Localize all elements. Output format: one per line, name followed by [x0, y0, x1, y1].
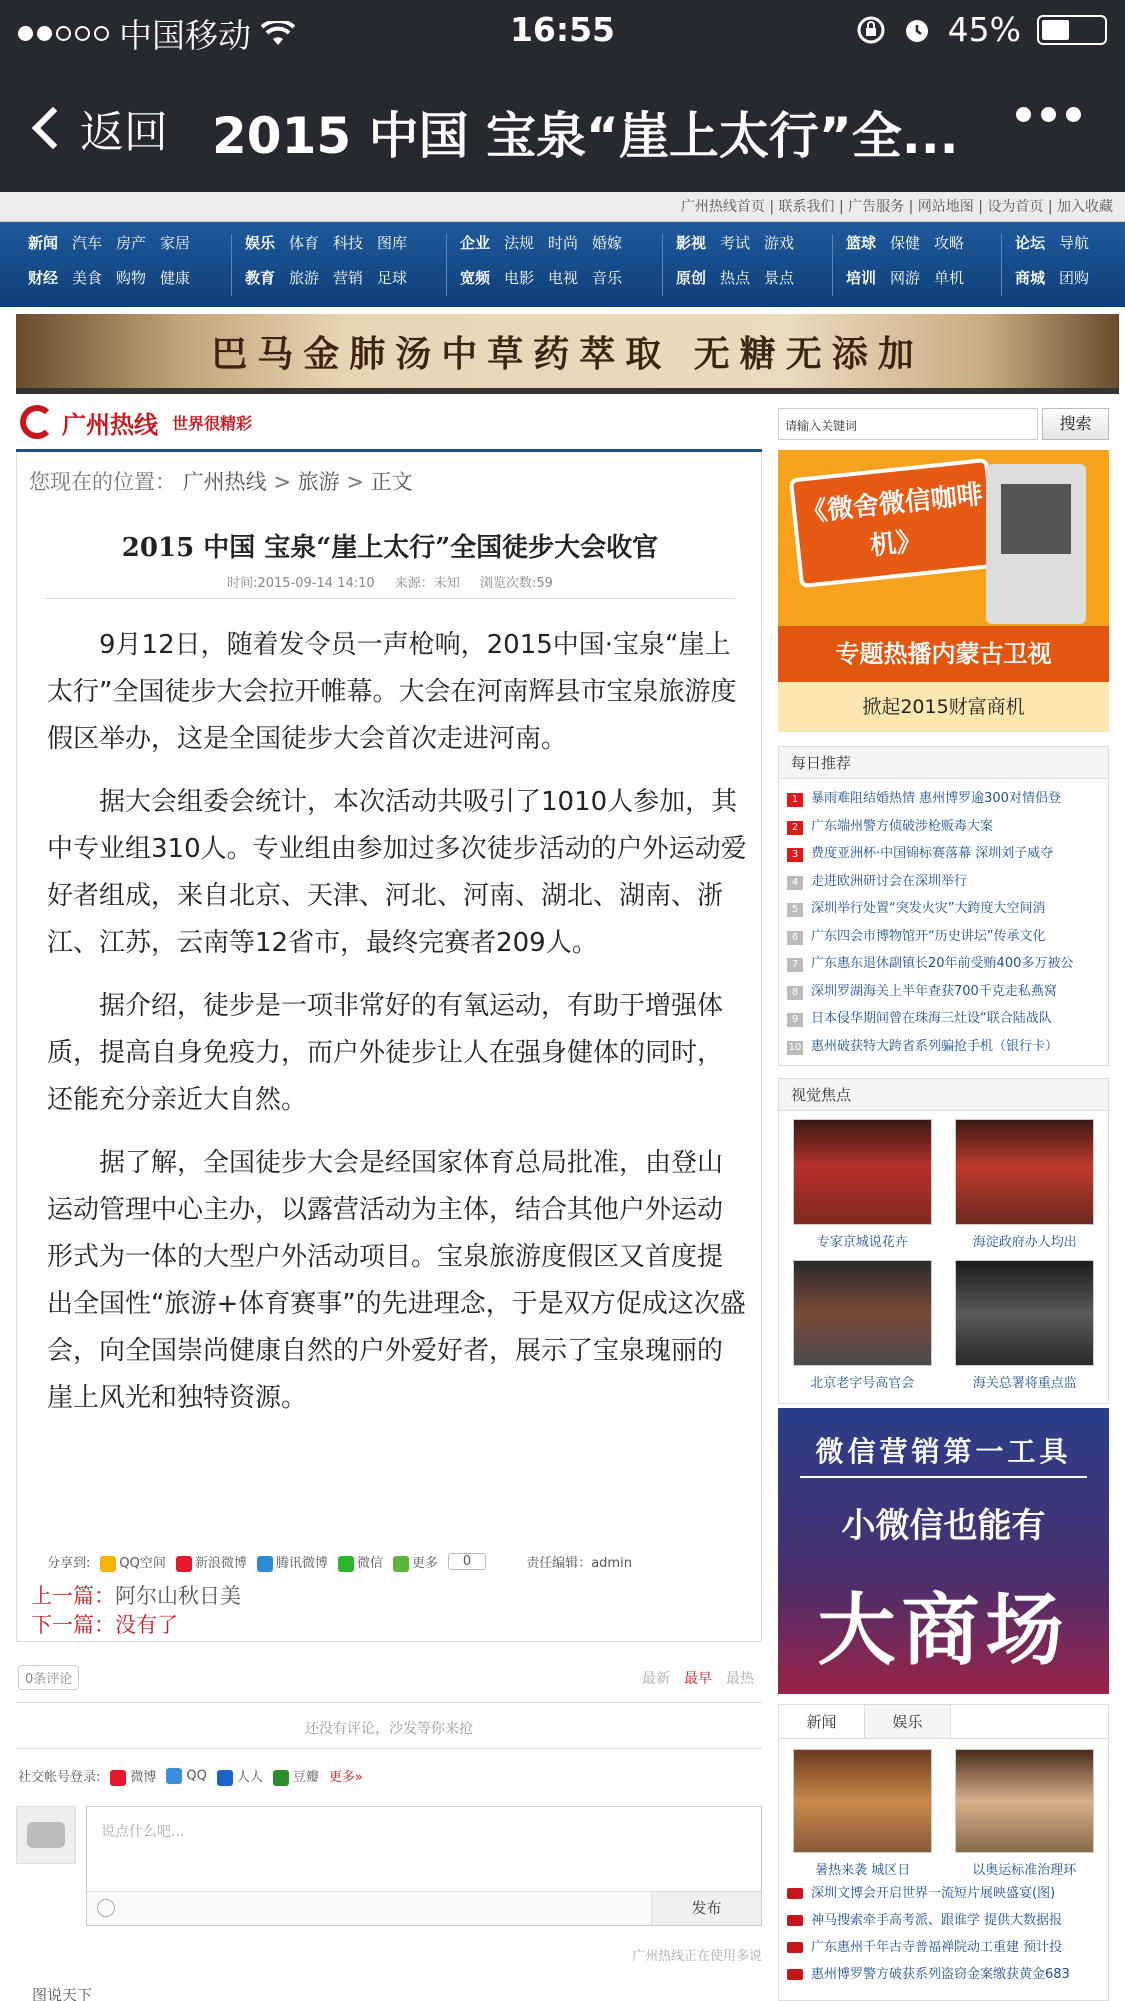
menu-item[interactable]: 商城	[1015, 269, 1046, 287]
rank-badge: 5	[787, 903, 803, 917]
rotation-lock-icon	[856, 15, 886, 45]
back-button[interactable]	[28, 96, 168, 160]
menu-item[interactable]: 企业	[460, 234, 491, 252]
menu-item[interactable]: 房产	[116, 234, 147, 252]
menu-item[interactable]: 热点	[720, 269, 751, 287]
page-title: 2015 中国 宝泉“崖上太行”全...	[212, 107, 959, 165]
sort-oldest[interactable]: 最早	[684, 1671, 712, 1687]
recommend-item[interactable]: 9 日本侵华期间曾在珠海三灶设“联合陆战队	[787, 1005, 1100, 1033]
menu-item[interactable]: 景点	[764, 269, 795, 287]
daily-recommend	[778, 746, 1109, 1066]
menu-item[interactable]: 单机	[934, 269, 965, 287]
article-source: 来源：未知	[394, 576, 460, 591]
share-more-button[interactable]: 更多	[393, 1552, 438, 1572]
menu-item[interactable]: 教育	[245, 269, 276, 287]
divider	[16, 1702, 762, 1703]
news-pic-item[interactable]: 以奥运标准治理环	[953, 1749, 1097, 1878]
login-weibo[interactable]: 微博	[110, 1766, 156, 1786]
news-pic-item[interactable]: 暑热来袭 城区日	[791, 1749, 935, 1878]
photo	[793, 1260, 932, 1366]
menu-item[interactable]: 论坛	[1015, 234, 1046, 252]
rank-badge: 6	[787, 931, 803, 945]
breadcrumb-prefix: 您现在的位置：	[29, 470, 176, 494]
menu-group	[245, 232, 407, 288]
logo-slogan: 世界很精彩	[172, 413, 253, 433]
ad2-line1: 微信营销第一工具	[815, 1435, 1072, 1468]
recommend-item[interactable]: 7 广东惠东退休副镇长20年前受贿400多万被公	[787, 950, 1100, 978]
news-item[interactable]: 惠州博罗警方破获系列盗窃金案缴获黄金683	[787, 1961, 1100, 1988]
news-box	[778, 1704, 1109, 2001]
menu-item[interactable]: 电视	[548, 269, 579, 287]
share-qzone-button[interactable]: QQ空间	[100, 1552, 165, 1572]
back-label: 返回	[80, 107, 168, 158]
sort-hottest[interactable]: 最热	[726, 1671, 754, 1687]
battery-icon	[1037, 15, 1107, 45]
prev-article-link[interactable]: 阿尔山秋日美	[115, 1584, 241, 1608]
menu-item[interactable]: 网游	[890, 269, 921, 287]
banner-text: 巴马金肺汤中草药萃取 无糖无添加	[211, 332, 924, 375]
visual-item[interactable]: 北京老字号高官会	[791, 1260, 934, 1391]
divider	[16, 1748, 762, 1749]
clock: 16:55	[509, 10, 616, 49]
video-icon	[787, 1915, 803, 1926]
photo	[955, 1260, 1094, 1366]
article-paragraph: 据大会组委会统计，本次活动共吸引了1010人参加，其中专业组310人。专业组由参加过多次徒步活动的户外运动爱好者组成，来自北京、天津、河北、河南、湖北、湖南、浙江、江苏，云南等12省市，最终完赛者209人。	[47, 787, 747, 958]
article-paragraph: 据了解，全国徒步大会是经国家体育总局批准，由登山运动管理中心主办，以露营活动为主体，结合其他户外运动形式为一体的大型户外活动项目。宝泉旅游度假区又首度提出全国性“旅游+体育赛事”的先进理念，于是双方促成这次盛会，向全国崇尚健康自然的户外爱好者，展示了宝泉瑰丽的崖上风光和独特资源。	[47, 1148, 746, 1413]
tencent-weibo-icon	[257, 1556, 273, 1572]
battery-percent: 45%	[947, 10, 1021, 49]
article-panel	[16, 452, 762, 1642]
tab-news[interactable]: 新闻	[779, 1705, 865, 1738]
comment-bubble-icon	[27, 1822, 65, 1848]
comment-sort	[642, 1668, 754, 1688]
prev-label: 上一篇：	[31, 1584, 115, 1608]
menu-item[interactable]: 家居	[160, 234, 191, 252]
menu-item[interactable]: 婚嫁	[592, 234, 623, 252]
rank-badge: 4	[787, 876, 803, 890]
menu-group	[460, 232, 622, 288]
breadcrumb: 您现在的位置： 广州热线 > 旅游 > 正文	[29, 470, 413, 494]
photo	[793, 1119, 932, 1225]
status-bar	[0, 0, 1125, 62]
article-title: 2015 中国 宝泉“崖上太行”全国徒步大会收官	[121, 533, 659, 563]
breadcrumb-section-link[interactable]: 旅游	[297, 470, 340, 494]
menu-item[interactable]: 娱乐	[245, 234, 276, 252]
comments-footer[interactable]: 广州热线正在使用多说	[631, 1949, 762, 1964]
video-icon	[787, 1969, 803, 1980]
sort-newest[interactable]: 最新	[642, 1671, 670, 1687]
post-button[interactable]: 发布	[651, 1892, 761, 1925]
ad2-line2: 小微信也能有	[841, 1506, 1046, 1546]
recommend-item[interactable]: 6 广东四会市博物馆开“历史讲坛”传承文化	[787, 923, 1100, 951]
photo	[955, 1749, 1094, 1853]
rank-badge: 2	[787, 821, 803, 835]
rank-badge: 8	[787, 986, 803, 1000]
next-article-link[interactable]: 没有了	[115, 1613, 178, 1637]
social-login	[18, 1766, 363, 1786]
search-button[interactable]: 搜索	[1042, 408, 1109, 440]
douban-icon	[273, 1770, 289, 1786]
menu-item[interactable]: 旅游	[289, 269, 320, 287]
menu-item[interactable]: 游戏	[764, 234, 795, 252]
menu-item[interactable]: 图库	[377, 234, 408, 252]
comment-toolbar	[87, 1891, 761, 1925]
menu-item[interactable]: 足球	[377, 269, 408, 287]
site-logo[interactable]	[20, 402, 252, 442]
news-item[interactable]: 神马搜索牵手高考派、跟谁学 提供大数据报	[787, 1907, 1100, 1934]
article-views: 浏览次数:59	[479, 576, 553, 591]
carrier-name: 中国移动	[119, 16, 251, 55]
menu-separator	[231, 234, 232, 296]
editor: 责任编辑：admin	[526, 1556, 632, 1572]
share-bar	[47, 1552, 632, 1572]
ad2-line3: 大商场	[817, 1586, 1070, 1676]
article-paragraph: 9月12日，随着发令员一声枪响，2015中国·宝泉“崖上太行”全国徒步大会拉开帷幕。大会在河南辉县市宝泉旅游度假区举办，这是全国徒步大会首次走进河南。	[47, 630, 737, 754]
divider	[800, 1476, 1087, 1478]
menu-item[interactable]: 法规	[504, 234, 535, 252]
menu-item[interactable]: 健康	[160, 269, 191, 287]
visual-item[interactable]: 海淀政府办人均出	[954, 1119, 1097, 1250]
menu-separator	[1001, 234, 1002, 296]
login-renren[interactable]: 人人	[217, 1766, 263, 1786]
ad-sign: 《微舍微信咖啡机》	[789, 458, 999, 588]
article-body	[47, 622, 747, 1438]
share-tencent-weibo-button[interactable]: 腾讯微博	[257, 1552, 328, 1572]
comment-placeholder: 说点什么吧...	[101, 1824, 185, 1840]
share-weibo-button[interactable]: 新浪微博	[176, 1552, 247, 1572]
weibo-icon	[110, 1770, 126, 1786]
search-input[interactable]: 请输入关键词	[778, 408, 1038, 440]
article-meta	[17, 572, 763, 591]
menu-item[interactable]: 营销	[333, 269, 364, 287]
news-item[interactable]: 深圳文博会开启世界一流短片展映盛宴(图)	[787, 1880, 1100, 1907]
emoji-icon[interactable]	[97, 1899, 115, 1917]
rank-badge: 7	[787, 958, 803, 972]
menu-item[interactable]: 保健	[890, 234, 921, 252]
chevron-left-icon	[32, 107, 74, 149]
menu-group	[676, 232, 794, 288]
menu-item[interactable]: 电影	[504, 269, 535, 287]
navigation-bar	[0, 62, 1125, 192]
login-douban[interactable]: 豆瓣	[273, 1766, 319, 1786]
menu-group	[1015, 232, 1089, 288]
recommend-item[interactable]: 1 暴雨难阻结婚热情 惠州博罗逾300对情侣登	[787, 785, 1100, 813]
login-qq[interactable]: QQ	[166, 1768, 206, 1784]
menu-item[interactable]: 音乐	[592, 269, 623, 287]
rank-badge: 3	[787, 848, 803, 862]
menu-item[interactable]: 体育	[289, 234, 320, 252]
menu-item[interactable]: 汽车	[72, 234, 103, 252]
next-section-title: 图说天下	[32, 1986, 93, 2001]
prev-next-links	[31, 1582, 241, 1640]
search-box	[778, 408, 1109, 440]
menu-item[interactable]: 财经	[28, 269, 59, 287]
share-wechat-button[interactable]: 微信	[338, 1552, 383, 1572]
news-item[interactable]: 广东惠州千年古寺普福禅院动工重建 预计投	[787, 1934, 1100, 1961]
next-label: 下一篇：	[31, 1613, 115, 1637]
menu-item[interactable]: 篮球	[846, 234, 877, 252]
menu-item[interactable]: 原创	[676, 269, 707, 287]
comment-input[interactable]	[86, 1806, 762, 1926]
coffee-machine-ad[interactable]	[778, 450, 1109, 732]
logo-name: 广州热线	[62, 410, 158, 439]
video-icon	[787, 1942, 803, 1953]
recommend-item[interactable]: 5 深圳举行处置“突发火灾”大跨度大空间消	[787, 895, 1100, 923]
menu-separator	[446, 234, 447, 296]
rank-badge: 10	[788, 1041, 802, 1053]
plus-icon	[393, 1556, 409, 1572]
menu-item[interactable]: 美食	[72, 269, 103, 287]
menu-item[interactable]: 影视	[676, 234, 707, 252]
visual-title: 视觉焦点	[779, 1079, 1108, 1111]
breadcrumb-current: 正文	[370, 470, 413, 494]
coffee-machine-image	[986, 464, 1086, 624]
menu-item[interactable]: 团购	[1059, 269, 1090, 287]
recommend-item[interactable]: 3 费度亚洲杯·中国锦标赛落幕 深圳刘子威夺	[787, 840, 1100, 868]
menu-item[interactable]: 导航	[1059, 234, 1090, 252]
site-top-links[interactable]: 广州热线首页 | 联系我们 | 广告服务 | 网站地图 | 设为首页 | 加入收藏	[0, 192, 1125, 222]
article-time: 时间:2015-09-14 14:10	[227, 576, 375, 591]
rank-badge: 9	[787, 1013, 803, 1027]
tab-entertainment[interactable]: 娱乐	[865, 1705, 951, 1738]
article-paragraph: 据介绍，徒步是一项非常好的有氧运动，有助于增强体质，提高自身免疫力，而户外徒步让人在强身健体的同时，还能充分亲近大自然。	[47, 991, 724, 1115]
qzone-icon	[100, 1556, 116, 1572]
social-login-label: 社交帐号登录:	[18, 1770, 101, 1786]
comments-section	[16, 1652, 762, 2001]
recommend-item[interactable]: 10 惠州破获特大跨省系列骗抢手机（银行卡）	[788, 1038, 1059, 1054]
ad-line1: 专题热播内蒙古卫视	[778, 626, 1109, 682]
more-button[interactable]	[1016, 107, 1081, 122]
menu-group	[28, 232, 190, 288]
recommend-item[interactable]: 2 广东端州警方侦破涉枪贩毒大案	[787, 813, 1100, 841]
menu-item[interactable]: 新闻	[28, 234, 59, 252]
wechat-icon	[338, 1556, 354, 1572]
breadcrumb-home-link[interactable]: 广州热线	[182, 470, 267, 494]
photo	[793, 1749, 932, 1853]
recommend-item[interactable]: 8 深圳罗湖海关上半年查获700千克走私燕窝	[787, 978, 1100, 1006]
menu-separator	[662, 234, 663, 296]
rank-badge: 1	[787, 793, 803, 807]
menu-item[interactable]: 科技	[333, 234, 364, 252]
visual-item[interactable]: 海关总署将重点监	[954, 1260, 1097, 1391]
comment-count[interactable]: 0条评论	[18, 1665, 79, 1690]
ad-line2: 掀起2015财富商机	[778, 682, 1109, 732]
menu-group	[846, 232, 964, 288]
site-menu	[0, 222, 1125, 307]
menu-item[interactable]: 购物	[116, 269, 147, 287]
video-icon	[787, 1888, 803, 1899]
banner-ad[interactable]	[16, 314, 1119, 394]
share-count: 0	[448, 1553, 486, 1570]
wechat-marketing-ad[interactable]	[778, 1408, 1109, 1694]
menu-item[interactable]: 培训	[846, 269, 877, 287]
menu-item[interactable]: 考试	[720, 234, 751, 252]
daily-title: 每日推荐	[779, 747, 1108, 779]
avatar	[16, 1806, 76, 1864]
photo	[955, 1119, 1094, 1225]
recommend-item[interactable]: 4 走进欧洲研讨会在深圳举行	[787, 868, 1100, 896]
menu-item[interactable]: 攻略	[934, 234, 965, 252]
alarm-icon	[902, 15, 932, 45]
empty-comments-text: 还没有评论，沙发等你来抢	[305, 1721, 473, 1737]
logo-mark-icon	[20, 405, 54, 439]
qq-icon	[166, 1768, 182, 1784]
weibo-icon	[176, 1556, 192, 1572]
renren-icon	[217, 1770, 233, 1786]
menu-item[interactable]: 宽频	[460, 269, 491, 287]
visual-focus	[778, 1078, 1109, 1404]
menu-item[interactable]: 时尚	[548, 234, 579, 252]
visual-item[interactable]: 专家京城说花卉	[791, 1119, 934, 1250]
login-more-link[interactable]: 更多»	[328, 1770, 363, 1786]
divider	[45, 598, 735, 599]
share-label: 分享到:	[47, 1556, 91, 1572]
menu-separator	[832, 234, 833, 296]
